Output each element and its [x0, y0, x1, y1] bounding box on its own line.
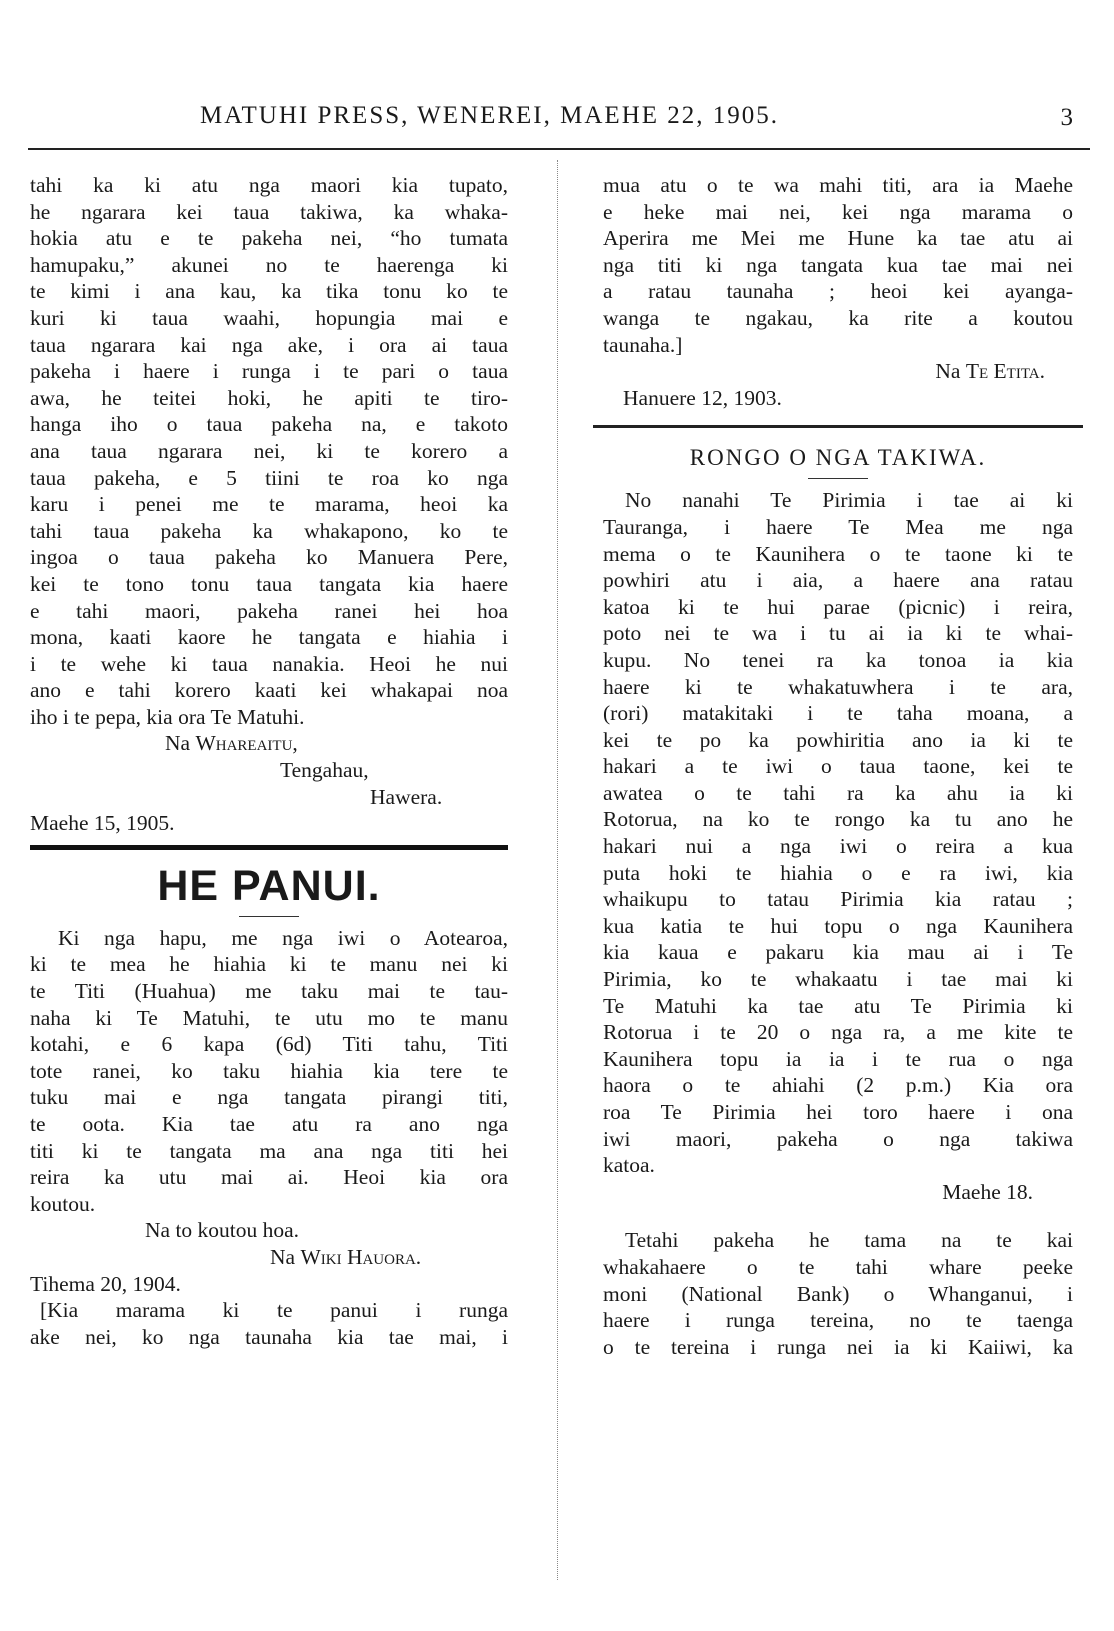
signature-from: Na: [935, 359, 961, 384]
text-line: mua atu o te wa mahi titi, ara ia Maehe: [603, 173, 1073, 197]
text-line: o te tereina i runga nei ia ki Kaiiwi, ka: [603, 1334, 1073, 1359]
heading-underline: [808, 478, 868, 479]
text-line: he ngarara kei taua takiwa, ka whaka-: [30, 199, 508, 224]
letter-body: [30, 172, 508, 730]
text-line: ki te mea he hiahia ki te manu nei ki: [30, 952, 508, 977]
header-rule: [28, 148, 1090, 150]
text-line: te kimi i ana kau, ka tika tonu ko te: [30, 279, 508, 304]
text-line: ano e tahi korero kaati kei whakapai noa: [30, 678, 508, 703]
text-line: whaikupu to tatau Pirimia kia ratau ;: [603, 887, 1073, 912]
text-line: iwi maori, pakeha o nga takiwa: [603, 1126, 1073, 1151]
text-line: ingoa o taua pakeha ko Manuera Pere,: [30, 545, 508, 570]
notice-heading: HE PANUI.: [157, 861, 381, 910]
text-line: pakeha i haere i runga i te pari o taua: [30, 359, 508, 384]
text-line: taua ngarara kai nga ake, i ora ai taua: [30, 332, 508, 357]
signature-place: Tengahau,: [280, 758, 369, 783]
signature-from: Na: [270, 1244, 296, 1269]
text-line: kotahi, e 6 kapa (6d) Titi tahu, Titi: [30, 1032, 508, 1057]
text-line: awatea o te tahi ra ka ahu ia ki: [603, 780, 1073, 805]
text-line: hanga iho o taua pakeha na, e takoto: [30, 412, 508, 437]
text-line: kuri ki taua waahi, hopungia mai e: [30, 305, 508, 330]
left-column: [30, 172, 508, 1350]
text-line: hakari nui a nga iwi o reira a kua: [603, 834, 1073, 859]
text-line: katoa.: [603, 1153, 655, 1178]
signature-name: Te Etita.: [965, 359, 1045, 384]
text-line: [Kia marama ki te panui i runga: [40, 1298, 508, 1323]
text-line: te oota. Kia tae atu ra ano nga: [30, 1112, 508, 1136]
text-line: tahi taua pakeha ka whakapono, ko te: [30, 518, 508, 543]
text-line: tote ranei, ko taku hiahia kia tere te: [30, 1058, 508, 1083]
text-line: moni (National Bank) o Whanganui, i: [603, 1281, 1073, 1306]
text-line: e tahi maori, pakeha ranei hei hoa: [30, 598, 508, 623]
text-line: titi ki te tangata ma ana nga titi hei: [30, 1138, 508, 1163]
news-heading: RONGO O NGA TAKIWA.: [689, 445, 987, 471]
text-line: ana taua ngarara nei, ki te korero a: [30, 438, 508, 463]
text-line: kei te tono tonu taua tangata kia haere: [30, 571, 508, 596]
text-line: Tauranga, i haere Te Mea me nga: [603, 514, 1073, 539]
text-line: haere ki te whakatuwhera i te ara,: [603, 674, 1073, 699]
notice-date: Tihema 20, 1904.: [30, 1271, 181, 1296]
page-header: [30, 98, 1085, 138]
text-line: haere i runga tereina, no te taenga: [603, 1308, 1073, 1333]
text-line: kia kaua e pakaru kia mau ai i Te: [603, 940, 1073, 965]
text-line: mema o te Kaunihera o te taone ki te: [603, 541, 1073, 566]
text-line: poto nei te wa i tu ai ia ki te whai-: [603, 621, 1073, 646]
signature-name: Whareaitu,: [195, 731, 298, 756]
text-line: iho i te pepa, kia ora Te Matuhi.: [30, 704, 305, 729]
text-line: Kaunihera topu ia ia i te rua o nga: [603, 1046, 1073, 1071]
text-line: ake nei, ko nga taunaha kia tae mai, i: [30, 1324, 508, 1349]
text-line: mona, kaati kaore he tangata e hiahia i: [30, 625, 508, 650]
news-item-premier: [603, 487, 1073, 1178]
text-line: kei te po ka powhiritia ano ia ki te: [603, 727, 1073, 752]
signature-from: Na: [165, 731, 191, 756]
text-line: Aperira me Mei me Hune ka tae atu ai: [603, 226, 1073, 251]
text-line: hokia atu e te pakeha nei, “ho tumata: [30, 226, 508, 251]
text-line: Pirimia, ko te whakaatu i tae mai ki: [603, 967, 1073, 992]
text-line: wanga te ngakau, ka rite a koutou: [603, 305, 1073, 330]
text-line: tahi ka ki atu nga maori kia tupato,: [30, 173, 508, 197]
text-line: te Titi (Huahua) me taku mai te tau-: [30, 979, 508, 1004]
page-number: 3: [1060, 104, 1073, 131]
text-line: e heke mai nei, kei nga marama o: [603, 199, 1073, 224]
text-line: kupu. No tenei ra ka tonoa ia kia: [603, 647, 1073, 672]
section-rule: [30, 845, 508, 850]
text-line: taua pakeha, e 5 tiini te roa ko nga: [30, 465, 508, 490]
text-line: taunaha.]: [603, 332, 683, 357]
text-line: Tetahi pakeha he tama na te kai: [625, 1228, 1073, 1253]
text-line: Rotorua i te 20 o nga ra, a me kite te: [603, 1020, 1073, 1045]
text-line: whakahaere o te tahi whare peeke: [603, 1254, 1073, 1279]
text-line: hakari a te iwi o taua taone, kei te: [603, 754, 1073, 779]
text-line: No nanahi Te Pirimia i tae ai ki: [625, 488, 1073, 513]
right-column: [603, 172, 1073, 1360]
notice-body: [30, 925, 508, 1218]
text-line: koutou.: [30, 1191, 96, 1216]
text-line: powhiri atu i aia, a haere ana ratau: [603, 568, 1073, 593]
notice-signature-line: [30, 1244, 508, 1271]
signature-place: Hawera.: [370, 784, 443, 809]
text-line: puta hoki te hiahia o e ra iwi, kia: [603, 860, 1073, 885]
editor-signature-line: [603, 358, 1073, 385]
text-line: karu i penei me te marama, heoi ka: [30, 492, 508, 517]
news-item-bank: [603, 1227, 1073, 1360]
text-line: tuku mai e nga tangata pirangi titi,: [30, 1085, 508, 1110]
letter-signature-line: [30, 730, 508, 757]
text-line: nga titi ki nga tangata kua tae mai nei: [603, 252, 1073, 277]
editor-note-continued: [603, 172, 1073, 358]
paragraph-gap: [603, 1205, 1073, 1227]
text-line: awa, he teitei hoki, he apiti te tiro-: [30, 385, 508, 410]
text-line: Te Matuhi ka tae atu Te Pirimia ki: [603, 993, 1073, 1018]
letter-date: Maehe 15, 1905.: [30, 811, 175, 836]
text-line: roa Te Pirimia hei toro haere i ona: [603, 1100, 1073, 1124]
text-line: (rori) matakitaki i te taha moana, a: [603, 701, 1073, 726]
text-line: i te wehe ki taua nanakia. Heoi he nui: [30, 651, 508, 676]
text-line: hamupaku,” akunei no te haerenga ki: [30, 252, 508, 277]
text-line: a ratau taunaha ; heoi kei ayanga-: [603, 279, 1073, 304]
newspaper-masthead-line: MATUHI PRESS, WENEREI, MAEHE 22, 1905.: [200, 102, 780, 129]
text-line: katoa ki te hui parae (picnic) i reira,: [603, 594, 1073, 619]
section-rule: [593, 425, 1083, 428]
text-line: haora o te ahiahi (2 p.m.) Kia ora: [603, 1073, 1073, 1098]
text-line: reira ka utu mai ai. Heoi kia ora: [30, 1165, 508, 1190]
column-separator: [557, 160, 558, 1580]
notice-closing: Na to koutou hoa.: [145, 1218, 300, 1243]
text-line: kua katia te hui topu o nga Kaunihera: [603, 913, 1073, 938]
text-line: Rotorua, na ko te rongo ka tu ano he: [603, 807, 1073, 832]
text-line: naha ki Te Matuhi, te utu mo te manu: [30, 1005, 508, 1030]
heading-underline: [239, 916, 299, 917]
text-line: Ki nga hapu, me nga iwi o Aotearoa,: [58, 925, 508, 950]
news-item-date: Maehe 18.: [942, 1179, 1033, 1204]
signature-name: Wiki Hauora.: [300, 1244, 422, 1269]
editor-date: Hanuere 12, 1903.: [623, 385, 782, 410]
